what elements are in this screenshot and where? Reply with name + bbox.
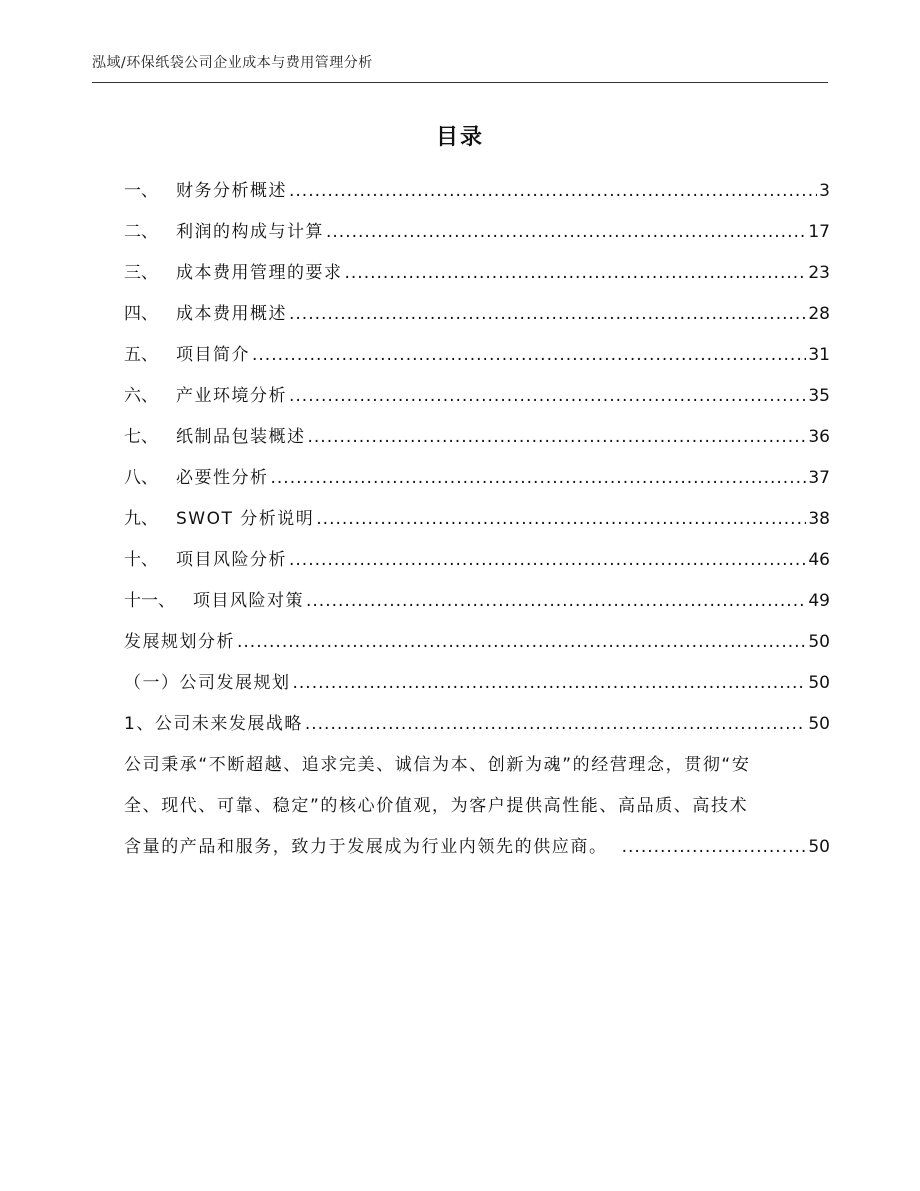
toc-entry[interactable] — [124, 171, 830, 212]
toc-entry[interactable] — [124, 499, 830, 540]
toc-entry-number: 三、 — [124, 263, 158, 283]
toc-entry-label: 必要性分析 — [176, 468, 269, 488]
toc-subentry-label: 1、公司未来发展战略 — [124, 714, 303, 734]
toc-entry-label: 利润的构成与计算 — [176, 222, 324, 242]
toc-leader-dots — [289, 171, 817, 212]
toc-leader-dots — [293, 663, 807, 704]
toc-leader-dots — [289, 376, 806, 417]
toc-entry-label: 项目风险对策 — [193, 591, 304, 611]
toc-entry-page: 17 — [808, 222, 830, 242]
toc-title: 目录 — [435, 125, 484, 150]
toc-entry-page: 35 — [808, 386, 830, 406]
toc-entry-number: 六、 — [124, 386, 158, 406]
toc-entry-page: 46 — [808, 550, 830, 570]
toc-leader-dots — [316, 499, 806, 540]
toc-entry-label: 项目风险分析 — [176, 550, 287, 570]
toc-entry[interactable] — [124, 253, 830, 294]
toc-entry[interactable] — [124, 581, 830, 622]
toc-paragraph-last-line — [124, 827, 830, 868]
toc-entry-label: SWOT 分析说明 — [176, 509, 315, 529]
toc-entry-label: 财务分析概述 — [176, 181, 287, 201]
toc-subentry-page: 50 — [808, 632, 830, 652]
toc-subentry-label: （一）公司发展规划 — [124, 673, 291, 693]
toc-entry-number: 二、 — [124, 222, 158, 242]
toc-entry-label: 产业环境分析 — [176, 386, 287, 406]
toc-leader-dots — [271, 458, 807, 499]
toc-entry-page: 28 — [808, 304, 830, 324]
toc-entry[interactable] — [124, 212, 830, 253]
toc-leader-dots — [289, 294, 806, 335]
toc-entry-page: 3 — [819, 181, 830, 201]
toc-subentry[interactable] — [124, 622, 830, 663]
toc-entry-label: 项目简介 — [176, 345, 250, 365]
toc-entry[interactable] — [124, 335, 830, 376]
toc-leader-dots — [252, 335, 806, 376]
table-of-contents — [124, 171, 830, 868]
toc-entry-number: 七、 — [124, 427, 158, 447]
toc-paragraph-line: 全、现代、可靠、稳定”的核心价值观，为客户提供高性能、高品质、高技术 — [124, 796, 749, 816]
toc-entry-page: 36 — [808, 427, 830, 447]
toc-entry-number: 十、 — [124, 550, 158, 570]
toc-subentry-page: 50 — [808, 714, 830, 734]
toc-leader-dots — [305, 704, 807, 745]
toc-leader-dots — [237, 622, 806, 663]
toc-entry-page: 37 — [808, 468, 830, 488]
toc-entry-label: 成本费用概述 — [176, 304, 287, 324]
toc-paragraph-line: 含量的产品和服务，致力于发展成为行业内领先的供应商。 — [124, 837, 608, 857]
toc-entry-number: 九、 — [124, 509, 158, 529]
toc-entry-page: 31 — [808, 345, 830, 365]
toc-entry-number: 八、 — [124, 468, 158, 488]
toc-entry[interactable] — [124, 376, 830, 417]
toc-entry-number: 五、 — [124, 345, 158, 365]
toc-entry[interactable] — [124, 417, 830, 458]
header-divider — [92, 82, 828, 83]
toc-entry-label: 纸制品包装概述 — [176, 427, 306, 447]
toc-leader-dots — [345, 253, 807, 294]
toc-leader-dots — [622, 827, 807, 868]
toc-paragraph-line: 公司秉承“不断超越、追求完美、诚信为本、创新为魂”的经营理念，贯彻“安 — [124, 755, 751, 775]
toc-leader-dots — [308, 417, 807, 458]
toc-entry-page: 23 — [808, 263, 830, 283]
toc-leader-dots — [289, 540, 806, 581]
toc-entry-page: 38 — [808, 509, 830, 529]
toc-leader-dots — [326, 212, 806, 253]
toc-entry[interactable] — [124, 540, 830, 581]
toc-paragraph-entry[interactable] — [124, 745, 830, 868]
running-header: 泓域/环保纸袋公司企业成本与费用管理分析 — [92, 55, 373, 71]
toc-entry[interactable] — [124, 294, 830, 335]
toc-entry-label: 成本费用管理的要求 — [176, 263, 343, 283]
toc-entry-number: 十一、 — [124, 591, 175, 611]
toc-subentry-label: 发展规划分析 — [124, 632, 235, 652]
toc-subentry-page: 50 — [808, 673, 830, 693]
toc-leader-dots — [306, 581, 806, 622]
toc-subentry[interactable] — [124, 663, 830, 704]
toc-entry-number: 四、 — [124, 304, 158, 324]
toc-paragraph-page: 50 — [808, 837, 830, 857]
toc-entry-page: 49 — [808, 591, 830, 611]
toc-entry[interactable] — [124, 458, 830, 499]
toc-entry-number: 一、 — [124, 181, 158, 201]
toc-subentry[interactable] — [124, 704, 830, 745]
